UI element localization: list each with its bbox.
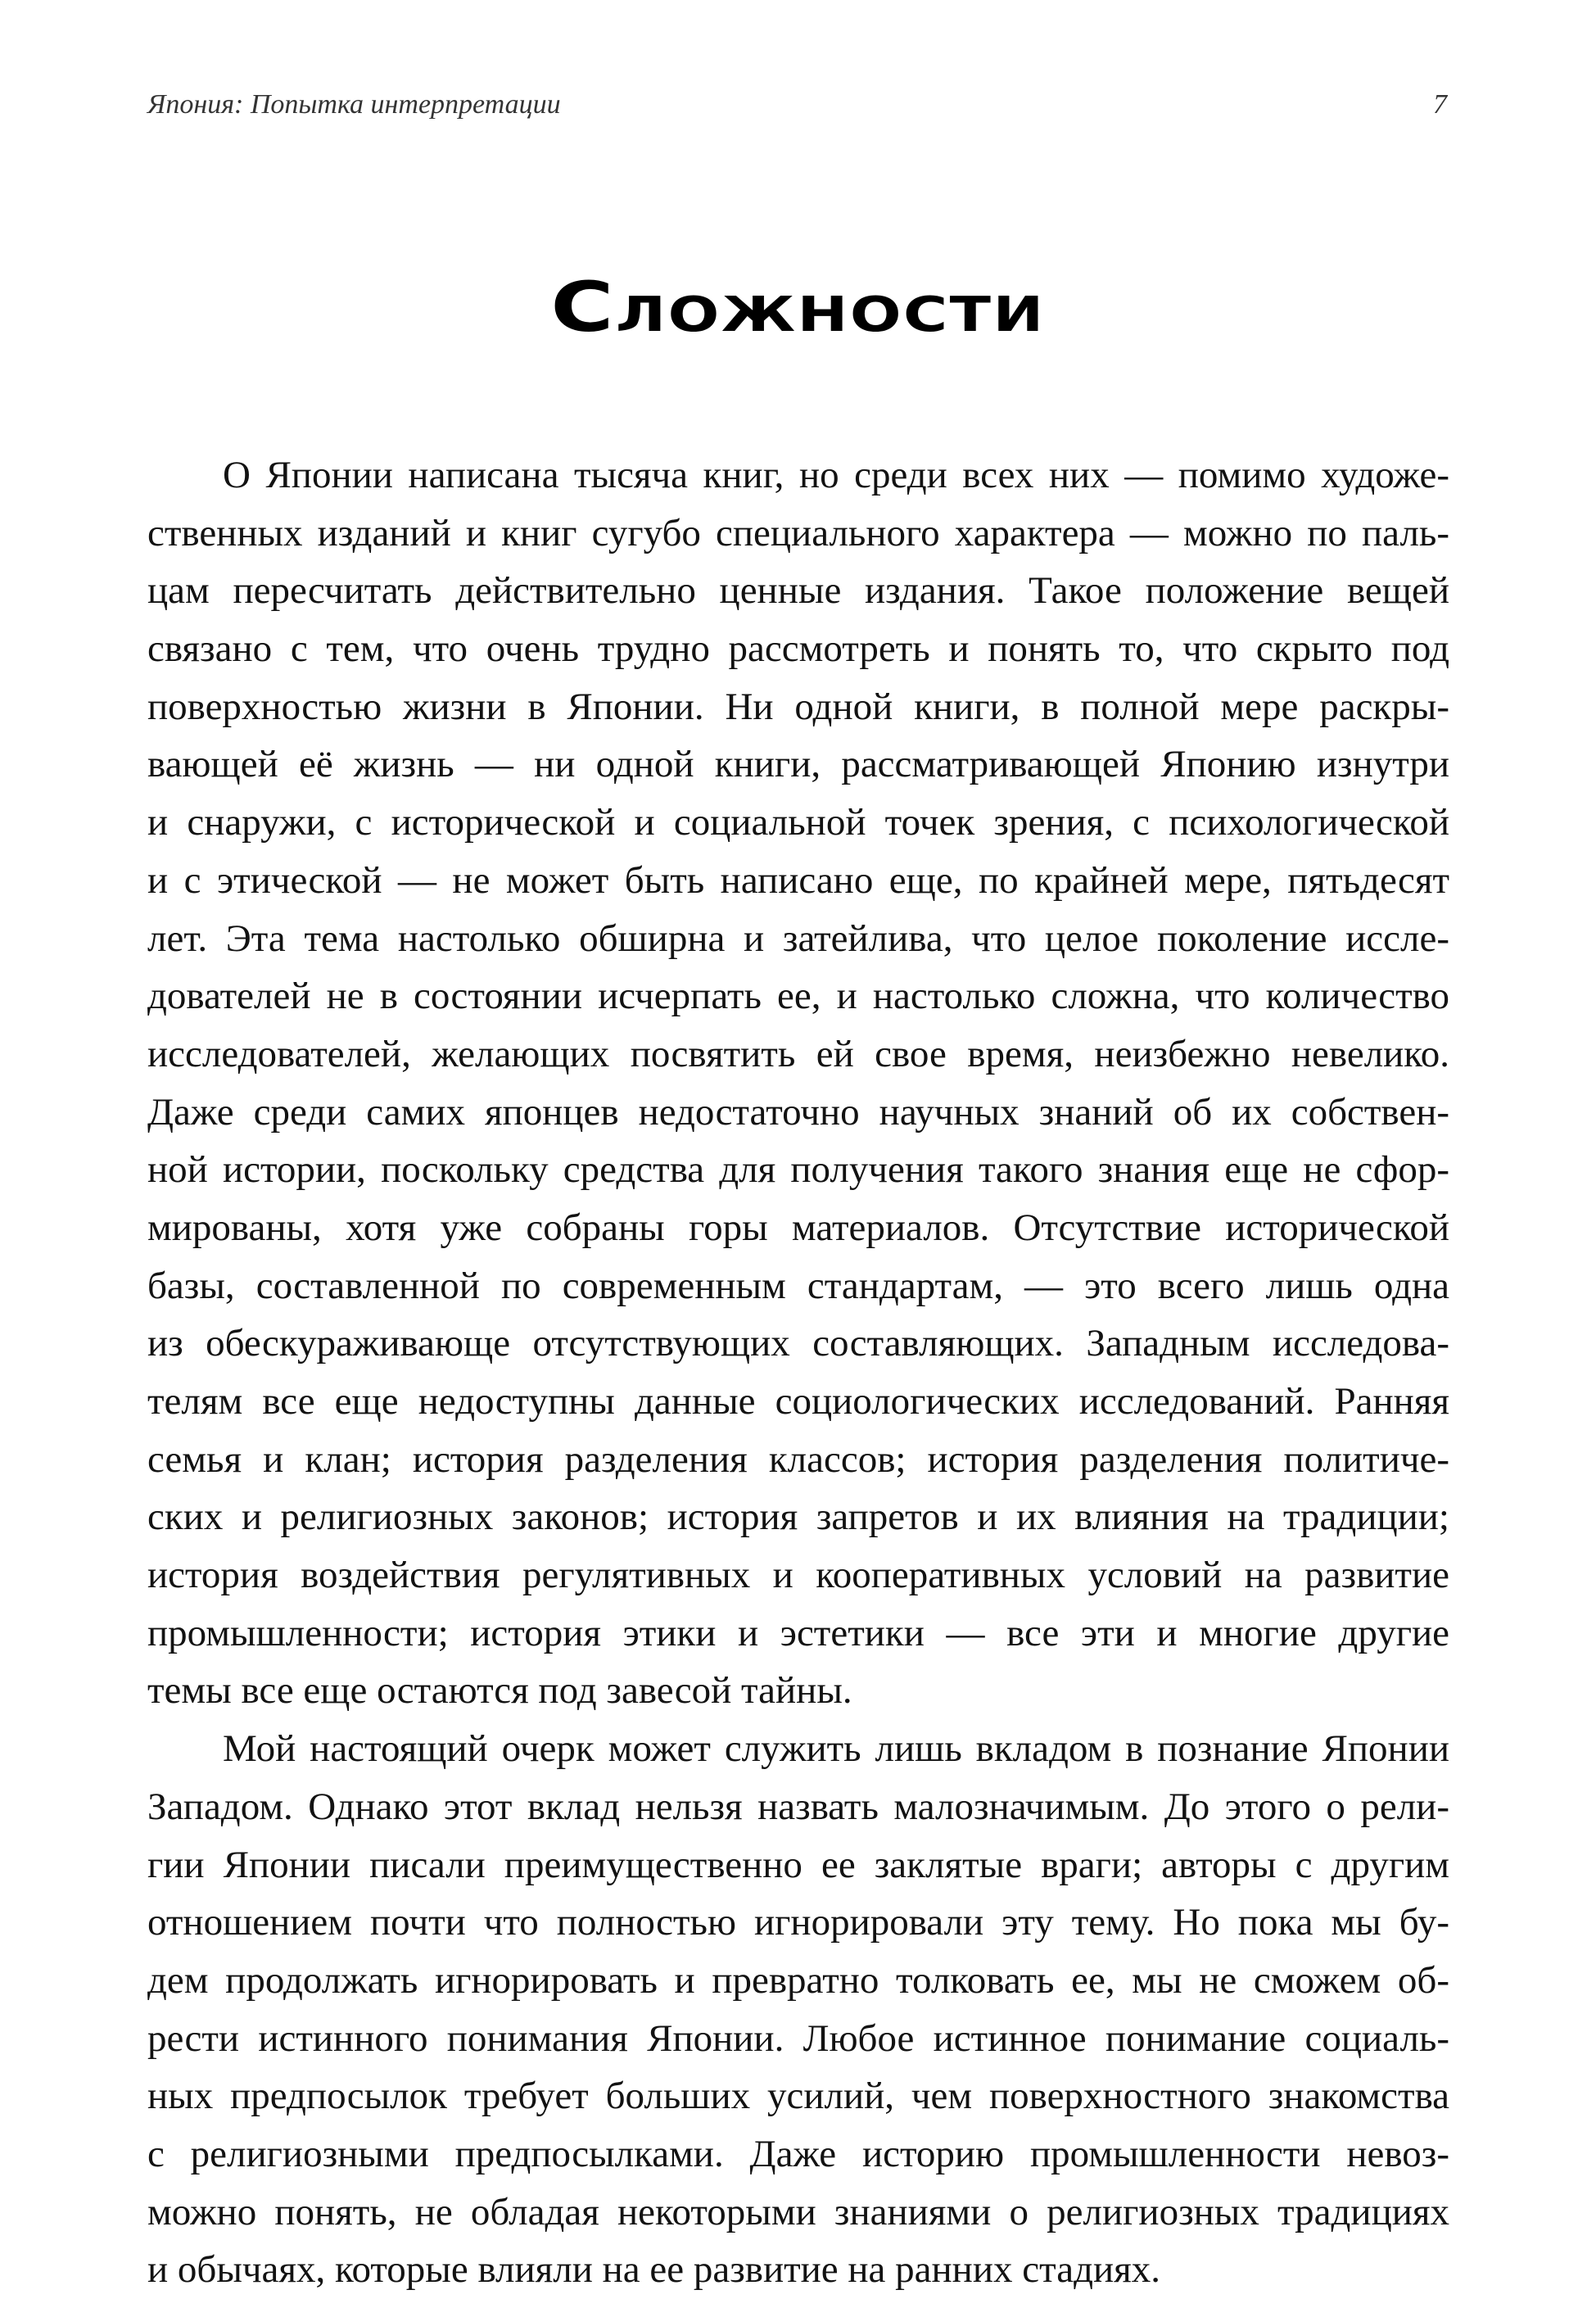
- text-line: связано с тем, что очень трудно рассмотреть и понять то, что скрыто под: [147, 627, 1449, 671]
- text-line: можно понять, не обладая некоторыми знаниями о религиозных традициях: [147, 2190, 1449, 2233]
- text-line: вающей её жизнь — ни одной книги, рассматривающей Японию изнутри: [147, 743, 1449, 786]
- text-line: дователей не в состоянии исчерпать ее, и настолько сложна, что количество: [147, 975, 1449, 1018]
- text-line: ной истории, поскольку средства для получения такого знания еще не сфор-: [147, 1148, 1449, 1192]
- text-line: рести истинного понимания Японии. Любое истинное понимание социаль-: [147, 2016, 1449, 2060]
- text-line: история воздействия регулятивных и кооперативных условий на развитие: [147, 1554, 1449, 1597]
- text-line: гии Японии писали преимущественно ее заклятые враги; авторы с другим: [147, 1843, 1449, 1886]
- text-line: и снаружи, с исторической и социальной точек зрения, с психологической: [147, 801, 1449, 844]
- paragraph-2: [147, 1720, 1449, 2299]
- text-line: Мой настоящий очерк может служить лишь вкладом в познание Японии: [223, 1727, 1449, 1771]
- text-line: ских и религиозных законов; история запретов и их влияния на традиции;: [147, 1496, 1449, 1539]
- text-line: мированы, хотя уже собраны горы материалов. Отсутствие исторической: [147, 1206, 1449, 1249]
- text-line: ных предпосылок требует больших усилий, чем поверхностного знакомства: [147, 2075, 1449, 2118]
- text-line: из обескураживающе отсутствующих составляющих. Западным исследова-: [147, 1322, 1449, 1365]
- chapter-title: Сложности: [550, 267, 1046, 347]
- text-line: Даже среди самих японцев недостаточно научных знаний об их собствен-: [147, 1090, 1449, 1134]
- body-text: [147, 446, 1449, 2299]
- text-line: отношением почти что полностью игнорировали эту тему. Но пока мы бу-: [147, 1901, 1449, 1944]
- text-line: и с этической — не может быть написано еще, по крайней мере, пятьдесят: [147, 858, 1449, 902]
- text-line: О Японии написана тысяча книг, но среди всех них — помимо художе-: [223, 454, 1449, 496]
- text-line: лет. Эта тема настолько обширна и затейлива, что целое поколение иссле-: [147, 916, 1449, 960]
- text-line: с религиозными предпосылками. Даже историю промышленности невоз-: [147, 2132, 1449, 2175]
- text-line: темы все еще остаются под завесой тайны.: [147, 1669, 852, 1713]
- text-line: и обычаях, которые влияли на ее развитие на ранних стадиях.: [147, 2248, 1161, 2292]
- text-line: цам пересчитать действительно ценные издания. Такое положение вещей: [147, 569, 1449, 613]
- text-line: ственных изданий и книг сугубо специального характера — можно по паль-: [147, 511, 1449, 554]
- text-line: промышленности; история этики и эстетики — все эти и многие другие: [147, 1611, 1449, 1654]
- paragraph-1: [147, 446, 1449, 1720]
- page-number: 7: [1433, 89, 1447, 120]
- text-line: базы, составленной по современным стандартам, — это всего лишь одна: [147, 1264, 1449, 1307]
- text-line: семья и клан; история разделения классов; история разделения политиче-: [147, 1437, 1449, 1481]
- text-line: телям все еще недоступны данные социологических исследований. Ранняя: [147, 1380, 1449, 1423]
- text-line: дем продолжать игнорировать и превратно толковать ее, мы не сможем об-: [147, 1958, 1449, 2002]
- text-line: Западом. Однако этот вклад нельзя назвать малозначимым. До этого о рели-: [147, 1785, 1449, 1828]
- running-header: Япония: Попытка интерпретации: [147, 89, 561, 120]
- text-line: исследователей, желающих посвятить ей свое время, неизбежно невелико.: [147, 1032, 1449, 1075]
- text-line: поверхностью жизни в Японии. Ни одной книги, в полной мере раскры-: [147, 685, 1449, 728]
